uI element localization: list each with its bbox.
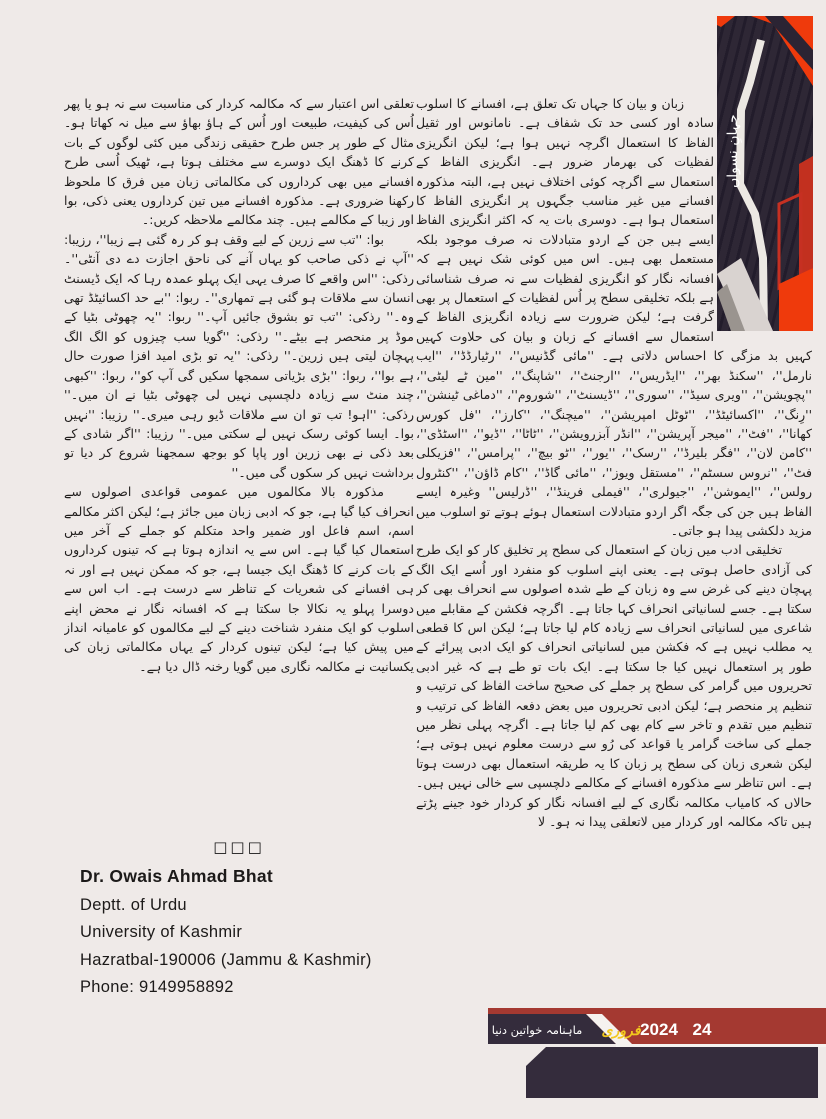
section-title-vertical: جہانِ نسواں: [725, 114, 741, 188]
footer-year: 2024: [640, 1020, 678, 1039]
author-university: University of Kashmir: [80, 923, 243, 941]
urdu-dialogue-paragraph: بوا: ''تب سے زرین کے لیے وقف ہو کر رہ گئی ہے زیبا''، رزیبا: ''آپ نے ذکی صاحب کو یہاں آنے کی ناحق اجازت دے دی آنٹی''۔ رذکی: ''اس واقعے کا صرف یہی ایک پہلو عمدہ رہا کہ ایک ڈیسنٹ انسان سے ملاقات ہو گئی ہے تمھاری''۔ ربوا: ''بے حد اکسائیٹڈ تھی وہ۔'' رذکی: ''تب تو بشوق جائیں آپ۔'' ربوا: ''یہ چھوٹی بٹیا کے موڈ پر منحصر ہے بیٹے۔'' رذکی: ''گویا سب چیزوں کو الگ الگ پہچان لیتی ہیں زرین۔'' رذکی: ''یہ تو بڑی امید افزا صورت حال ہے بوا''، ربوا: ''بڑی بڑیاتی سمجھا سکیں گی آپ کو''، ربوا: ''کبھی چند منٹ سے زیادہ دلچسپی نہیں لی چھوٹی بٹیا نے ان میں۔'' رذکی: ''اہو! تب تو ان سے ملاقات ڈیو رہی میری۔'' رزیبا: ''نہیں بوا۔ ایسا کوئی رسک نہیں لے سکتی میں۔'' رزیبا: ''اگر شادی کے بعد ذکی نے بھی زرین اور پاپا کو بوجھ سمجھنا شروع کر دیا تو برداشت نہیں کر سکوں گی میں۔'': [64, 231, 414, 480]
urdu-paragraph: تخلیقی ادب میں زبان کے استعمال کی سطح پر تخلیق کار کو ایک طرح کی آزادی حاصل ہوتی ہے۔ یعنی اپنے اسلوب کو منفرد اور اُسے ایک الگ پہچان دینے کی غرض سے وہ زبان کے طے شدہ اصولوں سے انحراف بھی کر سکتا ہے۔ جسے لسانیاتی انحراف کہا جاتا ہے۔ اگرچہ فکشن کے مقابلے میں شاعری میں لسانیاتی انحراف سے زیادہ کام لیا جاتا ہے؛ لیکن اس کا قطعی یہ مطلب نہیں ہے کہ فکشن میں لسانیاتی انحراف کو ایک ادبی پیرائے کے طور پر استعمال نہیں کیا جا سکتا ہے۔ ایک بات تو طے ہے کہ غیر ادبی تحریروں میں گرامر کی سطح پر جملے کی صحیح ساخت الفاظ کی ترتیب و تنظیم پر منحصر ہے؛ لیکن ادبی تحریروں میں بعض دفعہ الفاظ کی ترتیب و تنظیم میں تقدم و تاخر سے کام بھی کم لیا جاتا ہے۔ اگرچہ پہلی نظر میں جملے کی ساخت گرامر یا قواعد کی رُو سے درست معلوم نہیں ہوتی ہے؛ لیکن شعری زبان کی سطح پر زبان کا یہ طریقہ استعمال بھی درست ہوتا ہے۔ اس تناظر سے مذکورہ افسانے کے مکالمے دلچسپی سے خالی نہیں ہیں۔ حالاں کہ کامیاب مکالمہ نگاری کے لیے افسانہ نگار کو کردار خود جینے پڑتے ہیں تاکہ مکالمہ اور کردار میں لاتعلقی پیدا نہ ہو۔ لا: [416, 542, 812, 830]
author-name: Dr. Owais Ahmad Bhat: [80, 866, 274, 886]
strip-red-outline-box: [779, 194, 801, 288]
end-of-article-marker: □□□: [213, 838, 265, 856]
footer-white-line: [616, 1044, 826, 1047]
footer-page-number: 24: [692, 1020, 712, 1039]
urdu-column-left: [64, 94, 414, 836]
footer-magazine-name: ماہنامہ خواتین دنیا: [491, 1023, 583, 1037]
author-address: Hazratbal-190006 (Jammu & Kashmir): [80, 950, 372, 969]
author-block: [80, 866, 440, 1006]
author-phone: Phone: 9149958892: [80, 978, 234, 996]
section-side-strip: [717, 16, 813, 331]
author-department: Deptt. of Urdu: [80, 895, 187, 914]
footer-month: فروری: [601, 1023, 641, 1039]
strip-orange-bottom: [779, 268, 813, 331]
footer-navy-block: [526, 1047, 818, 1098]
footer-graphic: [488, 1004, 826, 1100]
footer-banner: [488, 1004, 826, 1100]
strip-orange-corner: [717, 16, 735, 27]
urdu-paragraph: زبان و بیان کا جہاں تک تعلق ہے، افسانے کا اسلوب سادہ اور کسی حد تک شفاف ہے۔ نامانوس اور ثقیل الفاظ کا استعمال اگرچہ نہیں ہوا ہے؛ لیکن انگریزی لفظیات کی بھرمار ضرور ہے۔ انگریزی الفاظ کے استعمال سے اگرچہ کوئی اختلاف نہیں ہے، البتہ مذکورہ افسانے میں غیر مناسب جگہوں پر انگریزی الفاظ کا استعمال ہوا ہے۔ دوسری بات یہ کہ اکثر انگریزی الفاظ ایسے ہیں جن کے اردو متبادلات نہ صرف موجود بلکہ مستعمل بھی ہیں۔ اس میں کوئی شک نہیں ہے کہ افسانہ نگار کو انگریزی لفظیات سے نہ صرف شناسائی ہے بلکہ تخلیقی سطح پر اُس لفظیات کے استعمال پر بھی گرفت ہے؛ لیکن ضرورت سے زیادہ انگریزی الفاظ کے استعمال سے افسانے کے زبان و بیان کی حلاوت کہیں کہیں بد مزگی کا احساس دلاتی ہے۔ ''مائی گڈنیس''، ''رٹیارڈڈ''، ''ایب نارمل''، ''سکنڈ بھر''، ''ایڈریس''، ''ارجنٹ''، ''شاپنگ''، ''مین ٹے لیٹی''، ''پچویشن''، ''ویری سیڈ''، ''سوری''، ''ڈیسنٹ''، ''شوروم''، ''دماغی ٹینشن''، ''رِنگ''، ''اکسائیٹڈ''، ''ٹوٹل امپریشن''، ''میچنگ''، ''کارز''، ''فل کورس کھانا''، ''فٹ''، ''میجر آپریشن''، ''انڈر آبزرویشن''، ''ٹاٹا''، ''ڈیو''، ''اسٹڈی''، ''کامن لان''، ''فگر بلیرڈ''، ''رسک''، ''یور''، ''ٹو بیچ''، ''پرامس''، ''فزیکلی فٹ''، ''نروس سسٹم''، ''مستقل ویوز''، ''مائی گاڈ''، ''کام ڈاؤن''، ''کنٹرول رولس''، ''ایموشن''، ''جیولری''، ''فیملی فرینڈ''، ''ڈرلیس'' وغیرہ ایسے الفاظ ہیں جن کی جگہ اگر اردو متبادلات استعمال ہوئے ہوتے تو اسلوب میں مزید دلکشی پیدا ہو جاتی۔: [416, 96, 812, 538]
urdu-paragraph: مذکورہ بالا مکالموں میں عمومی قواعدی اصولوں سے انحراف کیا گیا ہے، جو کہ ادبی زبان میں جائز ہے؛ لیکن اکثر مکالمے اسم، اسم فاعل اور ضمیر واحد متکلم کو جملے کے آخر میں استعمال کیا گیا ہے۔ اس سے یہ اندازہ ہوتا ہے کہ تینوں کرداروں کے بات کرنے کا ڈھنگ ایک جیسا ہے، جو کہ ممکن نہیں ہے اور نہ ہی افسانے کی شعریات کے تناظر سے درست ہے۔ اب اس سے دوسرا پہلو یہ نکالا جا سکتا ہے کہ افسانہ نگار نے محض اپنے اسلوب کو ایک منفرد شناخت دینے کے لیے مکالموں کو عامیانہ انداز میں پیش کیا ہے؛ لیکن تینوں کردار کے یہاں مکالماتی زبان کی یکسانیت نے مکالمہ نگاری میں گویا رخنہ ڈال دیا ہے۔: [64, 484, 414, 674]
urdu-paragraph: تعلقی اس اعتبار سے کہ مکالمہ کردار کی مناسبت سے نہ ہو یا پھر اُس کی کیفیت، طبیعت اور اُس کے ہاؤ بھاؤ سے میل نہ کھاتا ہو۔ مثال کے طور پر جس طرح حقیقی زندگی میں کئی لوگوں کے بات کرنے کا ڈھنگ ایک دوسرے سے مختلف ہوتا ہے، ٹھیک اُسی طرح افسانے میں بھی کرداروں کی مکالماتی زبان میں فرق کا ملحوظ رکھنا ضروری ہے۔ مذکورہ افسانے میں تین کرداروں یعنی ذکی، بوا اور زیبا کے مکالمے ہیں۔ چند مکالمے ملاحظہ کریں:۔: [64, 96, 414, 228]
